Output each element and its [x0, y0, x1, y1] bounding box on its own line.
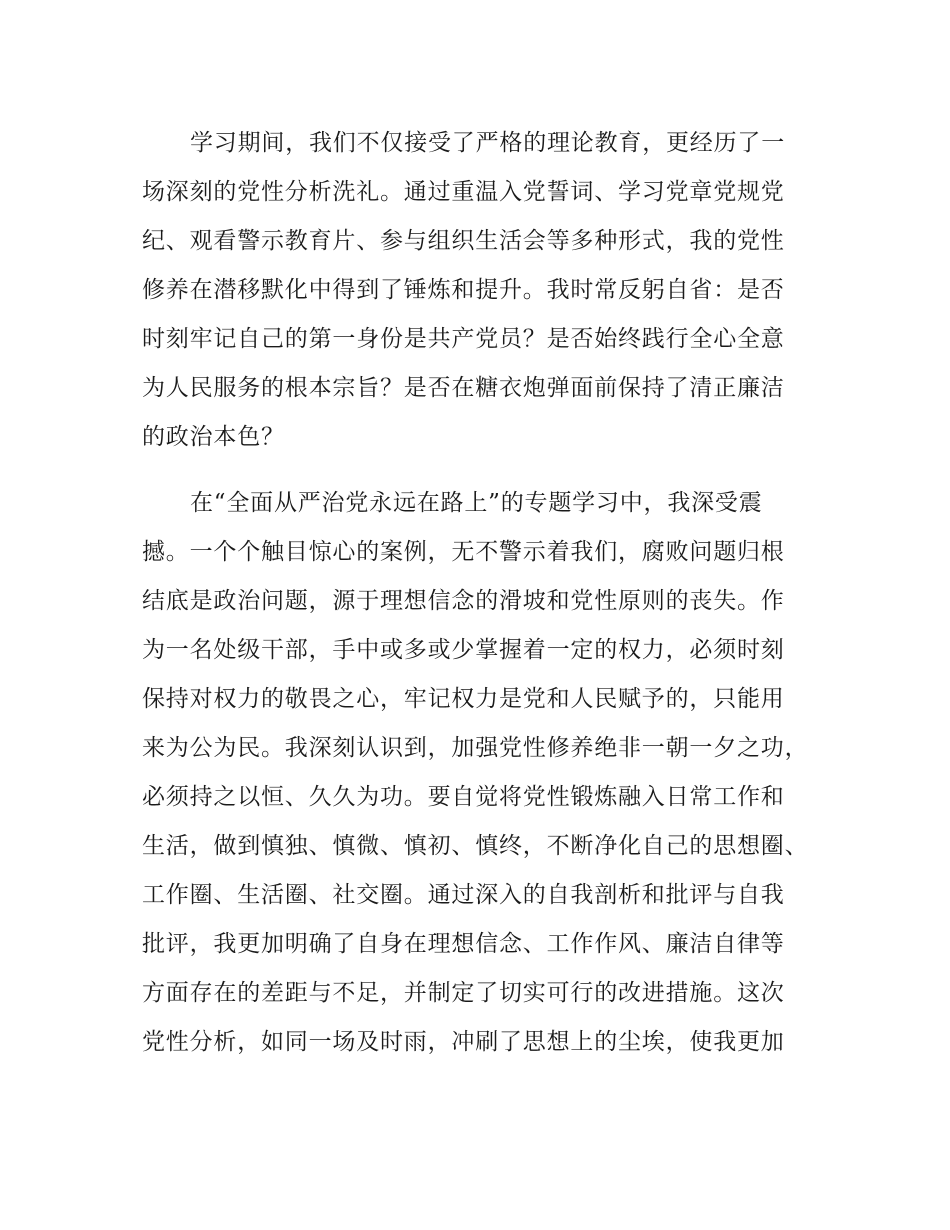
text-line: 生活，做到慎独、慎微、慎初、慎终，不断净化自己的思想圈、 [142, 833, 809, 859]
text-line: 撼。一个个触目惊心的案例，无不警示着我们，腐败问题归根 [142, 539, 785, 565]
text-line: 必须持之以恒、久久为功。要自觉将党性锻炼融入日常工作和 [142, 784, 785, 810]
text-line: 时刻牢记自己的第一身份是共产党员？是否始终践行全心全意 [142, 326, 785, 352]
text-line: 为人民服务的根本宗旨？是否在糖衣炮弹面前保持了清正廉洁 [142, 375, 785, 401]
text-line: 为一名处级干部，手中或多或少掌握着一定的权力，必须时刻 [142, 637, 785, 663]
text-line: 修养在潜移默化中得到了锤炼和提升。我时常反躬自省：是否 [142, 277, 785, 303]
text-line: 党性分析，如同一场及时雨，冲刷了思想上的尘埃，使我更加 [142, 1029, 785, 1055]
text-line: 批评，我更加明确了自身在理想信念、工作作风、廉洁自律等 [142, 931, 785, 957]
text-line: 结底是政治问题，源于理想信念的滑坡和党性原则的丧失。作 [142, 588, 785, 614]
text-line: 保持对权力的敬畏之心，牢记权力是党和人民赋予的，只能用 [142, 686, 785, 712]
text-line: 场深刻的党性分析洗礼。通过重温入党誓词、学习党章党规党 [142, 179, 785, 205]
paragraph [142, 119, 822, 462]
text-line: 在“全面从严治党永远在路上”的专题学习中，我深受震 [190, 490, 763, 516]
text-line: 的政治本色？ [142, 424, 285, 450]
text-line: 方面存在的差距与不足，并制定了切实可行的改进措施。这次 [142, 980, 785, 1006]
document-page [142, 119, 822, 1084]
paragraph [142, 479, 822, 1067]
text-line: 来为公为民。我深刻认识到，加强党性修养绝非一朝一夕之功， [142, 735, 809, 761]
text-line: 纪、观看警示教育片、参与组织生活会等多种形式，我的党性 [142, 228, 785, 254]
text-line: 学习期间，我们不仅接受了严格的理论教育，更经历了一 [190, 130, 785, 156]
text-line: 工作圈、生活圈、社交圈。通过深入的自我剖析和批评与自我 [142, 882, 785, 908]
